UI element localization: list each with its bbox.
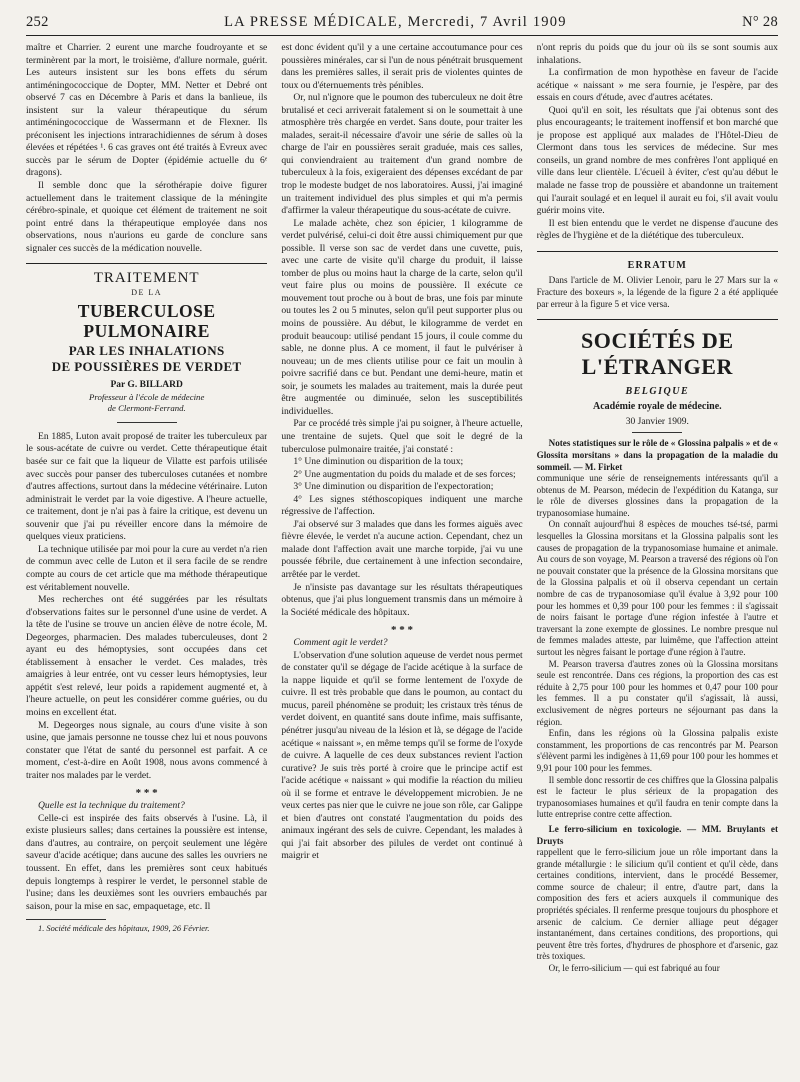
communication-title: Notes statistiques sur le rôle de « Glossina palpalis » et de « Glossita morsitans » dans la propagation de la maladie du sommeil. — M. Firket	[536, 438, 778, 472]
paragraph: La confirmation de mon hypothèse en faveur de l'acide acétique « naissant » me sera fournie, je l'espère, par des essais en cours d'étude, avec d'autres acétates.	[536, 67, 778, 104]
footnote-rule	[26, 919, 106, 920]
author-affiliation: Professeur à l'école de médecine	[88, 391, 205, 402]
section-heading: Quelle est la technique du traitement?	[38, 800, 185, 812]
paragraph: Le malade achète, chez son épicier, 1 kilogramme de verdet pulvérisé, celui-ci doit être aussi chimiquement pur que possible. Il verse son sac de verdet dans une cuvette, puis, avec une carte de visite qu'il charge du produit, il laisse tomber de plus ou moins haut la charge de la carte, selon qu'il veut faire plus ou moins de poussière. Il exécute ce mouvement tout proche ou à bout de bras, une fois par minute ou toutes les 2 ou 5 minutes, selon qu'il peut supporter plus ou moins de poussière. Au début, le kilogramme de verdet en produit beaucoup: utilisé pendant 15 jours, il coule comme du sable, ne donne plus. A ce moment, il faut le pulvériser à nouveau; un de mes clients utilise pour ce fait un moulin à poivre sacrifié dans ce but. Pendant une demi-heure, matin et soir, je soumets les malades au traitement, mais la durée peut être augmentée ou diminuée, selon les susceptibilités individuelles.	[281, 217, 523, 417]
section-stars: * * *	[390, 624, 413, 637]
academy-heading: Académie royale de médecine.	[592, 401, 722, 413]
divider	[26, 263, 267, 264]
journal-title: LA PRESSE MÉDICALE, Mercredi, 7 Avril 1909	[224, 14, 567, 30]
paragraph: Or, le ferro-silicium — qui est fabriqué au four	[548, 963, 720, 974]
author-affiliation: de Clermont-Ferrand.	[107, 402, 186, 413]
paragraph: Il semble donc que la sérothérapie doive figurer actuellement dans le traitement classique de la méningite cérébro-spinale, et quoique cet élément de traitement ne soit point entré dans la thérapeutique employée dans nos observations, nous n'aurions eu garde de conclure sans signaler ces succès de la médication nouvelle.	[26, 180, 268, 254]
article-title: TUBERCULOSE PULMONAIRE	[77, 301, 216, 342]
paragraph: n'ont repris du poids que du jour où ils se sont soumis aux inhalations.	[536, 42, 778, 66]
page-number: 252	[26, 14, 49, 30]
column-3	[537, 42, 778, 1062]
section-heading: Comment agit le verdet?	[293, 637, 388, 649]
paragraph: Par ce procédé très simple j'ai pu soigner, à l'heure actuelle, une trentaine de sujets. Quel que soit le degré de la tuberculose pulmonaire traitée, j'ai constaté :	[281, 418, 523, 455]
communication-title: Le ferro-silicium en toxicologie. — MM. Bruylants et Druyts	[536, 823, 778, 846]
country-heading: BELGIQUE	[625, 385, 690, 397]
erratum-text: Dans l'article de M. Olivier Lenoir, paru le 27 Mars sur la « Fracture des boxeurs », la légende de la figure 2 a été appliquée par erreur à la figure 5 et vice versa.	[536, 275, 778, 309]
divider	[117, 422, 177, 423]
session-date: 30 Janvier 1909.	[625, 416, 689, 427]
column-1	[26, 42, 267, 1062]
list-item: 1° Une diminution ou disparition de la toux;	[293, 456, 464, 468]
divider	[537, 251, 778, 252]
paragraph: L'observation d'une solution aqueuse de verdet nous permet de constater qu'il se dégage de l'acide acétique à la surface de la nappe liquide et qu'il se forme lentement de l'oxyde de cuivre. Il est très probable que dans le poumon, au contact du mucus, pareil phénomène se produit; les cristaux très ténus de verdet doivent, en quantité sans doute infime, mais suffisante, pénétrer jusqu'au niveau de la lésion et là, se dégage de l'acide acétique « naissant », en même temps qu'il se forme de l'oxyde de cuivre. A laquelle de ces deux substances revient l'action curative? Je suis très porté à croire que le principe actif est l'acide acétique « naissant » qui modifie la réaction du milieu où il se forme et entrave le développement microbien. Je ne veux certes pas nier que le cuivre ne joue son rôle, car Galippe et bien d'autres ont constaté l'augmentation du poids des animaux ingérant des sels de cuivre. Cependant, les malades à qui j'ai fait absorber des pilules de verdet ont continué à maigrir et	[281, 649, 523, 862]
paragraph: Mes recherches ont été suggérées par les résultats d'observations faites sur le personnel d'une usine de verdet. A la tête de l'usine se trouve un ancien élève de notre école, M. Degeorges, pharmacien. Des malades tuberculeuses, dont 2 ayant eu des hémoptysies, sont occupées dans cet établissement à ensacher le verdet. Ces malades, très amaigries à leur entrée, ont vu cesser leurs hémoptysies, leur appétit s'est relevé, leur poids a rapidement augmenté et, à l'heure actuelle, on peut les considérer comme guéries, ou du moins en excellent état.	[26, 594, 268, 718]
paragraph: Il est bien entendu que le verdet ne dispense d'aucune des règles de l'hygiène et de la diététique des tuberculeux.	[536, 217, 778, 242]
paragraph: maître et Charrier. 2 eurent une marche foudroyante et se terminèrent par la mort, le troisième, d'allure normale, guérit. Les auteurs insistent sur les bons effets du sérum antiméningococcique de Dopter, MM. Netter et Debré ont observé 7 cas en Décembre à Paris et dans la banlieue, ils insistent sur la valeur thérapeutique du sérum antiméningococcique de Wassermann et de Flexner. Ils préconisent les injections intrarachidiennes de sérum à doses élevées et répétées ¹. 6 cas graves ont été traités à Evreux avec succès par le sérum de Dopter (épidémie actuelle du 6ᵉ dragons).	[26, 42, 268, 179]
paragraph: Enfin, dans les régions où la Glossina palpalis existe constamment, les proportions de cas rencontrés par M. Pearson s'élèvent parmi les indigènes à 11,69 pour 100 pour les hommes et 9,91 pour 100 pour les femmes.	[536, 728, 778, 773]
divider	[632, 432, 682, 433]
paragraph: M. Pearson traversa d'autres zones où la Glossina morsitans seule est rencontrée. Dans ces régions, la proportion des cas est réduite à 2,75 pour 100 pour les hommes et 0,47 pour 100 pour les femmes. Il a pu constater qu'il s'agissait, là aussi, exclusivement de nègres porteurs ne séjournant pas dans la région.	[536, 658, 778, 727]
list-item: 4° Les signes stéthoscopiques indiquent une marche régressive de l'affection.	[281, 493, 523, 518]
paragraph: Je n'insiste pas davantage sur les résultats thérapeutiques obtenus, que j'ai plus longuement transmis dans un mémoire à la Société médicale des hôpitaux.	[281, 581, 523, 618]
running-header	[26, 14, 778, 36]
paragraph: rappellent que le ferro-silicium joue un rôle important dans la grande métallurgie : le silicium qu'il contient et qu'il cède, dans certaines conditions, intervient, dans le procédé Bessemer, comme source de chaleur; il entre, d'autre part, dans la composition des fers et aciers auxquels il communique des propriétés spéciales. Il renferme presque toujours du phosphore et arsenic de calcium. Ce dernier alliage peut dégager instantanément, dans certaines conditions, des proportions, qui peuvent être très fortes, d'hydrures de phosphore et d'arsenic, gaz très toxiques.	[536, 847, 778, 962]
article-de: DE LA	[131, 287, 163, 297]
paragraph: communique une série de renseignements intéressants qu'il a obtenus de M. Pearson, médecin de l'expédition du Katanga, sur le rôle de diverses glossines dans la propagation de la trypanosomiase humaine.	[536, 473, 778, 518]
paragraph: La technique utilisée par moi pour la cure au verdet n'a rien de commun avec celle de Luton et il sera facile de se rendre compte au cours de cet article que ma méthode thérapeutique est véritablement nouvelle.	[26, 543, 268, 593]
section-stars: * * *	[135, 787, 158, 800]
paragraph: M. Degeorges nous signale, au cours d'une visite à son usine, que jamais personne ne tousse chez lui et nous pouvons constater que l'état de santé du personnel est parfait. A ce moment, c'est-à-dire en Août 1908, nous avons commencé à traiter nos malades par le verdet.	[26, 719, 268, 781]
divider	[537, 319, 778, 320]
article-subtitle-1: PAR LES INHALATIONS	[68, 343, 225, 359]
list-item: 3° Une diminution ou disparition de l'expectoration;	[293, 481, 494, 493]
list-item: 2° Une augmentation du poids du malade et de ses forces;	[293, 468, 516, 480]
article-label: TRAITEMENT	[93, 270, 200, 287]
issue-number: N° 28	[742, 14, 778, 30]
column-2	[281, 42, 522, 1062]
paragraph: En 1885, Luton avait proposé de traiter les tuberculeux par le sous-acétate de cuivre ou verdet. Cette thérapeutique était basée sur ce fait que la liqueur de Vilatte est parfois utilisée avec succès pour panser des tuberculoses cutanées et nombre d'autres affections, surtout dans la médecine vétérinaire. Luton administrait le verdet par la voie digestive. A l'heure actuelle, ce traitement, dont je n'ai pas à faire la critique, est devenu un souvenir que j'ai pu réveiller encore dans la mémoire de quelques vieux praticiens.	[26, 430, 268, 543]
article-byline: Par G. BILLARD	[110, 380, 183, 391]
paragraph: Il semble donc ressortir de ces chiffres que la Glossina palpalis est le facteur le plus sérieux de la propagation des trypanosomiases humaines et qu'il faudra en tenir compte dans la lutte entreprise contre cette affection.	[536, 774, 778, 820]
paragraph: est donc évident qu'il y a une certaine accoutumance pour ces poussières minérales, car si l'un de nous pénétrait brusquement dans les premières salles, il serait pris de violentes quintes de toux ou d'éternuements très pénibles.	[281, 42, 523, 91]
paragraph: J'ai observé sur 3 malades que dans les formes aiguës avec fièvre élevée, le verdet n'a aucune action. Cependant, chez un malade dont l'affection avait une marche torpide, j'ai vu une poussée fébrile, due certainement à une infection secondaire, arrêtée par le verdet.	[281, 518, 523, 580]
paragraph: Or, nul n'ignore que le poumon des tuberculeux ne doit être brutalisé et ceci arriverait fatalement si on le soumettait à une atmosphère très chargée en verdet. Sans doute, pour traiter les malades, serait-il nécessaire d'avoir une série de salles où la charge de l'air en poussières serait graduée, mais ces salles, qui conviendraient au traitement d'un grand nombre de tuberculeux à la fois, exigeraient des dépenses excédant de par trop le modeste budget de nos laboratoires. Aussi, j'ai imaginé un traitement individuel des plus simples et qui m'a permis d'affirmer la valeur thérapeutique du sous-acétate de cuivre.	[281, 92, 523, 217]
paragraph: Quoi qu'il en soit, les résultats que j'ai obtenus sont des plus encourageants; le traitement inoffensif et bon marché que je propose est appliqué aux malades de l'Hôtel-Dieu de Clermont dans tous les services de médecine. Sur mes conseils, un grand nombre de mes confrères l'ont appliqué en ville dans leur clientèle. L'écueil à éviter, c'est qu'au début le malade ne fasse trop de poussière et abandonne un traitement qui l'aurait soulagé et en lequel il aurait eu foi, s'il avait voulu guérir moins vite.	[536, 104, 778, 217]
article-subtitle-2: DE POUSSIÈRES DE VERDET	[51, 359, 242, 375]
paragraph: On connaît aujourd'hui 8 espèces de mouches tsé-tsé, parmi lesquelles la Glossina morsitans et la Glossina palpalis sont les causes de propagation de la trypanosomiase humaine et animale. Au cours de son voyage, M. Pearson a traversé des régions où l'on ne pouvait constater que la présence de la Glossina morsitans que de la Glossina palpalis et où il observa cependant un certain nombre de cas de trypanosomiase qu'il évalue à 3,92 pour 100 pour les hommes et 0,39 pour 100 pour les femmes : il s'agissait de noirs faisant le portage d'une région infestée à l'autre et traversant la zone exempte de glossines. Le nombre presque nul de femmes malades atteste, par luimême, que l'affection atteint surtout les nègres faisant le portage d'une région à l'autre.	[536, 519, 778, 658]
section-title: SOCIÉTÉS DE L'ÉTRANGER	[580, 327, 734, 379]
footnote: 1. Société médicale des hôpitaux, 1909, 26 Février.	[38, 924, 210, 934]
paragraph: Celle-ci est inspirée des faits observés à l'usine. Là, il existe plusieurs salles; dans certaines la poussière est intense, dans d'autres, au contraire, on perçoit seulement une légère saveur d'acide acétique; dans aucune des salles les ouvriers ne toussent. En effet, dans les premières sont ceux habitués depuis longtemps à respirer le verdet, le personnel stable de l'usine; dans les deuxièmes sont les ouvriers embauchés par saison, pour la mise en sac, empaquetage, etc. Il	[26, 812, 268, 912]
erratum-heading: ERRATUM	[627, 259, 687, 271]
